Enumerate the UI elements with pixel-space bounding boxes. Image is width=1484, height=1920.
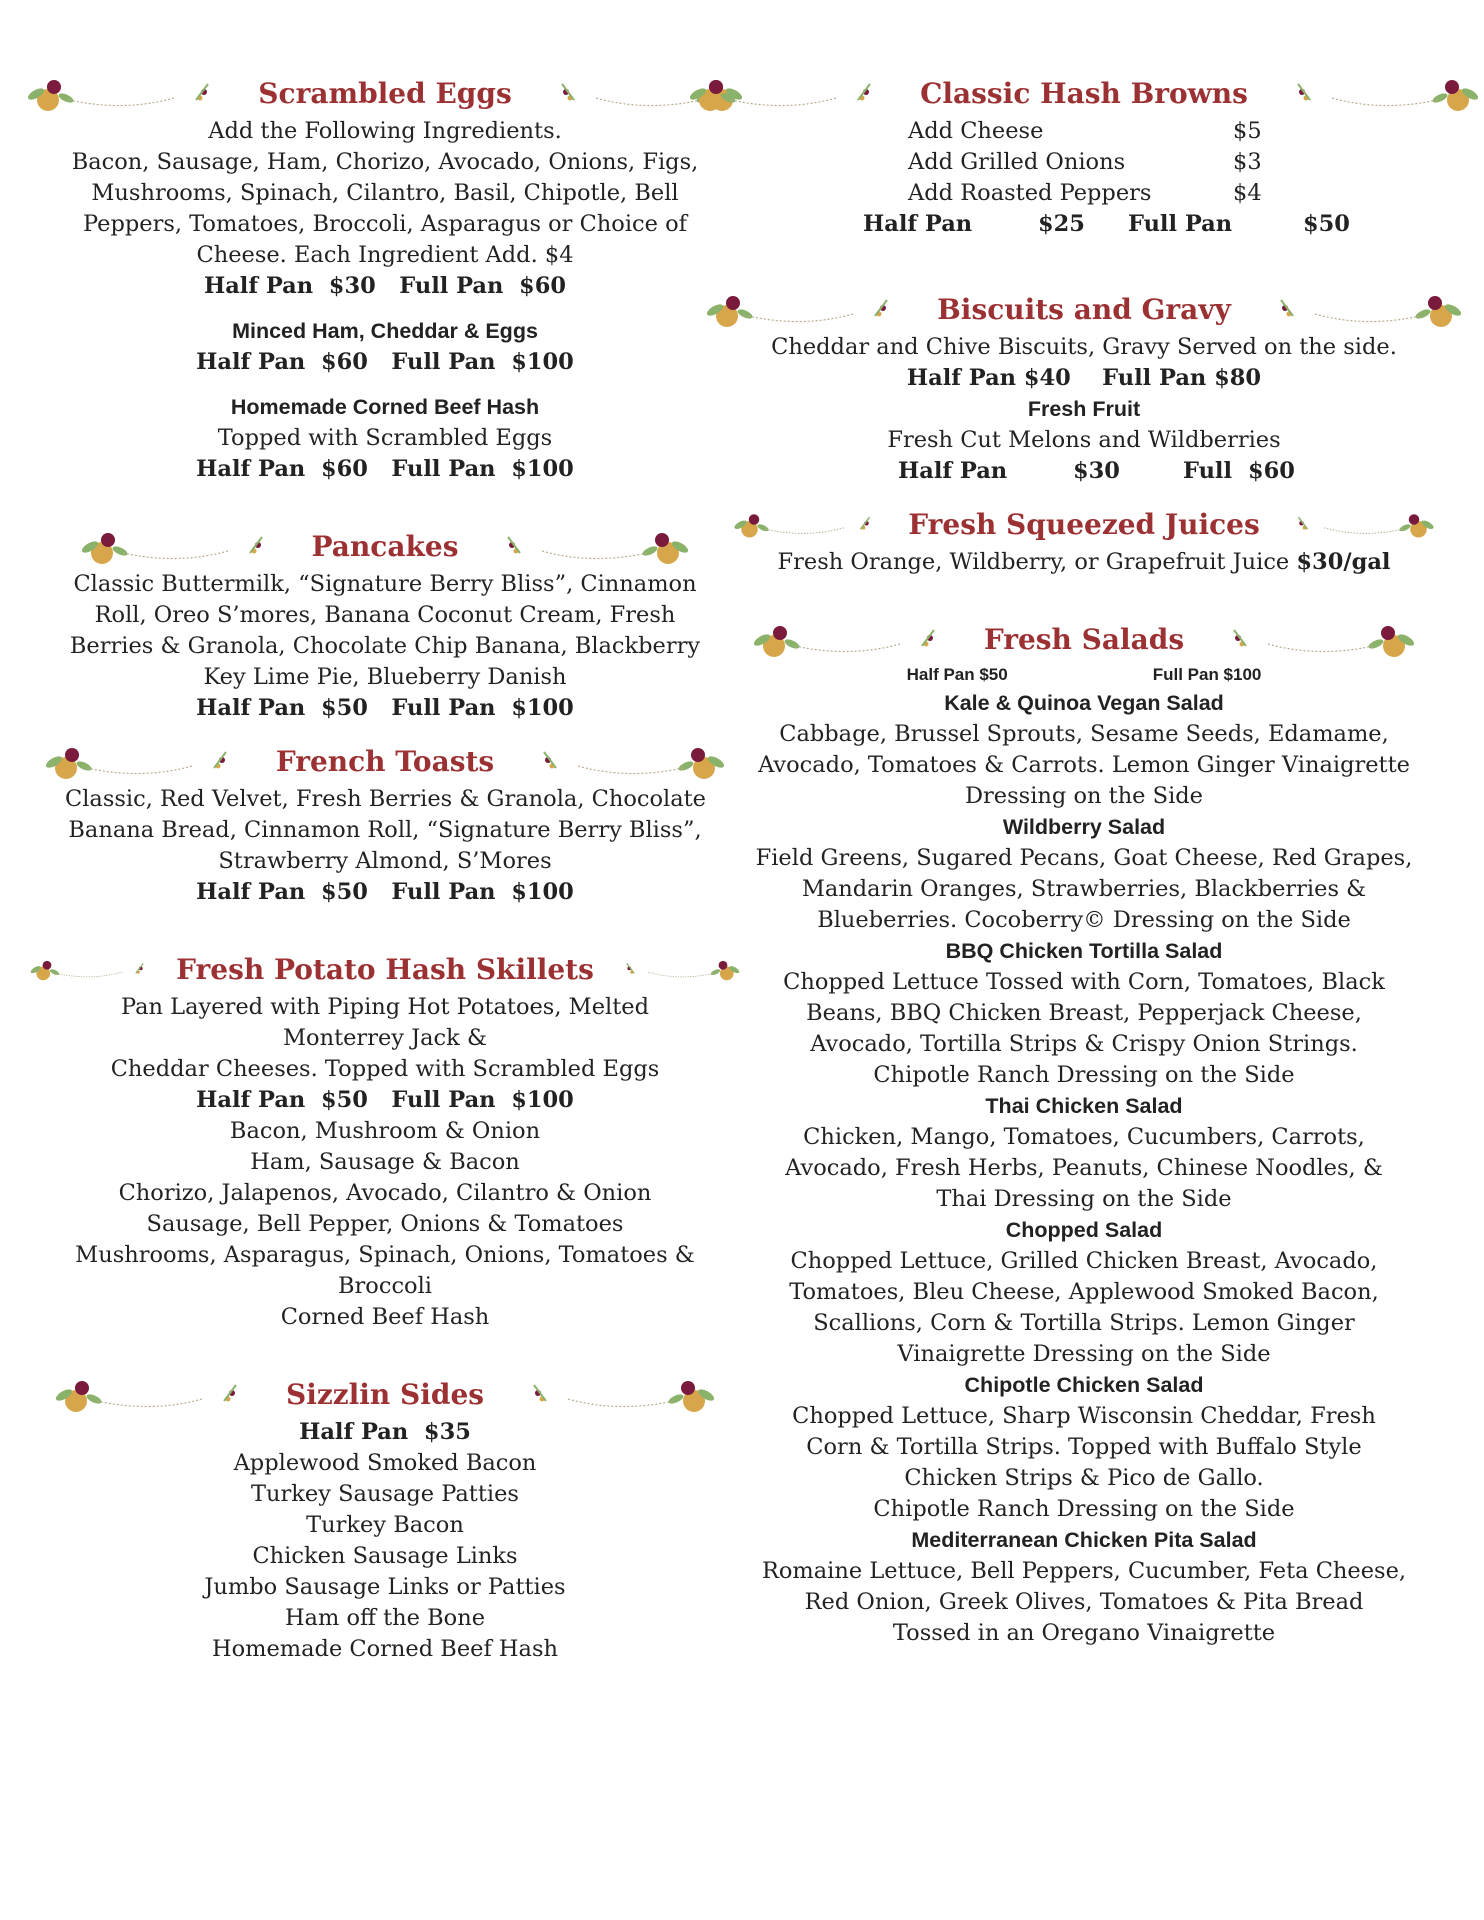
menu-text: Cheese. Each Ingredient Add. $4 [196,242,574,268]
addon-label: Add Grilled Onions [908,149,1126,175]
skillet-option: Sausage, Bell Pepper, Onions & Tomatoes [146,1211,624,1237]
menu-text: Strawberry Almond, S’Mores [218,848,552,874]
salad-desc: Chipotle Ranch Dressing on the Side [873,1496,1295,1522]
menu-text: Add the Following Ingredients. [208,118,562,144]
section-header-salads [748,616,1420,662]
hash-browns-addons [908,116,1262,209]
right-column [748,70,1420,1649]
side-item: Turkey Sausage Patties [251,1481,519,1507]
salad-desc: Tomatoes, Bleu Cheese, Applewood Smoked Bacon, [789,1279,1379,1305]
side-item: Applewood Smoked Bacon [233,1450,537,1476]
price-label: Half Pan [898,458,1008,484]
addon-price: $5 [1233,118,1262,144]
item-title: Fresh Fruit [1027,397,1141,421]
price-line: Half Pan $50 Full Pan $100 [196,1087,574,1113]
menu-text: Key Lime Pie, Blueberry Danish [203,664,567,690]
price-line: Half Pan $60 Full Pan $100 [196,456,574,482]
price-line: Half Pan $35 [299,1419,471,1445]
berry-ornament-left-icon [42,1371,282,1417]
addon-label: Add Roasted Peppers [908,180,1152,206]
salad-name: BBQ Chicken Tortilla Salad [945,939,1223,963]
berry-ornament-right-icon [498,738,738,784]
section-title: Scrambled Eggs [258,76,512,110]
price-value: Full Pan $100 [1152,665,1262,684]
menu-text: Cheddar Cheeses. Topped with Scrambled Eggs [110,1056,660,1082]
salad-desc: Beans, BBQ Chicken Breast, Pepperjack Cheese, [806,1000,1362,1026]
salad-desc: Romaine Lettuce, Bell Peppers, Cucumber, Feta Cheese, [761,1558,1407,1584]
price-line: Half Pan $60 Full Pan $100 [196,349,574,375]
skillet-option: Ham, Sausage & Bacon [250,1149,520,1175]
section-header-juices [748,501,1420,547]
berry-ornament-right-icon [1235,286,1475,332]
menu-text: Berries & Granola, Chocolate Chip Banana, Blackberry [69,633,701,659]
salad-desc: Chicken Strips & Pico de Gallo. [904,1465,1264,1491]
hash-browns-prices [863,209,1350,240]
section-title: Pancakes [311,529,459,563]
berry-ornament-left-icon [740,616,980,662]
salad-desc: Scallions, Corn & Tortilla Strips. Lemon Ginger [813,1310,1355,1336]
salad-desc: Chopped Lettuce, Sharp Wisconsin Cheddar, Fresh [792,1403,1376,1429]
menu-text: Mushrooms, Spinach, Cilantro, Basil, Chipotle, Bell [91,180,679,206]
addon-price: $3 [1233,149,1262,175]
menu-text: Topped with Scrambled Eggs [217,425,553,451]
price-line: Half Pan $30 Full Pan $60 [203,273,567,299]
salad-desc: Red Onion, Greek Olives, Tomatoes & Pita Bread [804,1589,1364,1615]
skillet-option: Mushrooms, Asparagus, Spinach, Onions, Tomatoes & [75,1242,695,1268]
price-value: $25 [1038,211,1085,237]
section-title: Fresh Squeezed Juices [908,507,1260,541]
side-item: Chicken Sausage Links [252,1543,518,1569]
addon-label: Add Cheese [908,118,1044,144]
salad-desc: Field Greens, Sugared Pecans, Goat Cheese, Red Grapes, [755,845,1413,871]
salad-desc: Avocado, Fresh Herbs, Peanuts, Chinese Noodles, & [785,1155,1383,1181]
menu-text: Banana Bread, Cinnamon Roll, “Signature Berry Bliss”, [68,817,702,843]
skillet-option: Corned Beef Hash [280,1304,490,1330]
salad-desc: Mandarin Oranges, Strawberries, Blackberries & [801,876,1367,902]
left-column [65,70,705,1665]
salad-desc: Chopped Lettuce, Grilled Chicken Breast, Avocado, [790,1248,1378,1274]
salad-desc: Vinaigrette Dressing on the Side [897,1341,1271,1367]
section-title: Sizzlin Sides [285,1377,485,1411]
price-label: Half Pan [863,211,973,237]
item-title: Minced Ham, Cheddar & Eggs [232,319,538,343]
section-header-scrambled-eggs [65,70,705,116]
salad-desc: Dressing on the Side [965,783,1203,809]
menu-text: Peppers, Tomatoes, Broccoli, Asparagus or Choice of [83,211,687,237]
berry-ornament-left-icon [22,946,172,992]
salad-desc: Cabbage, Brussel Sprouts, Sesame Seeds, Edamame, [779,721,1389,747]
berry-ornament-right-icon [462,523,702,569]
berry-ornament-right-icon [488,1371,728,1417]
section-header-sizzlin-sides [65,1371,705,1417]
price-value: Half Pan $50 [906,665,1008,684]
side-item: Turkey Bacon [306,1512,464,1538]
section-title: Biscuits and Gravy [937,292,1231,326]
salad-desc: Avocado, Tortilla Strips & Crispy Onion Strings. [810,1031,1358,1057]
menu-text: Classic Buttermilk, “Signature Berry Bliss”, Cinnamon [73,571,697,597]
section-header-biscuits [748,286,1420,332]
berry-ornament-left-icon [724,501,904,547]
menu-text: Fresh Cut Melons and Wildberries [887,427,1281,453]
skillet-option: Bacon, Mushroom & Onion [229,1118,541,1144]
salad-name: Thai Chicken Salad [985,1094,1183,1118]
price-label: Full Pan [1128,211,1233,237]
price-value: $30/gal [1296,549,1391,575]
addon-price: $4 [1233,180,1262,206]
side-item: Ham off the Bone [284,1605,486,1631]
salad-desc: Chipotle Ranch Dressing on the Side [873,1062,1295,1088]
berry-ornament-right-icon [598,946,748,992]
price-value: $30 [1073,458,1120,484]
menu-text: Roll, Oreo S’mores, Banana Coconut Cream, Fresh [94,602,676,628]
salad-desc: Chicken, Mango, Tomatoes, Cucumbers, Carrots, [803,1124,1365,1150]
salad-name: Kale & Quinoa Vegan Salad [944,691,1224,715]
price-label: Full [1183,458,1233,484]
section-title: French Toasts [275,744,495,778]
berry-ornament-right-icon [1264,501,1444,547]
section-header-hash-browns [748,70,1420,116]
menu-text: Pan Layered with Piping Hot Potatoes, Melted [121,994,649,1020]
berry-ornament-left-icon [14,70,254,116]
salad-desc: Corn & Tortilla Strips. Topped with Buffalo Style [806,1434,1362,1460]
side-item: Jumbo Sausage Links or Patties [204,1574,566,1600]
salad-desc: Avocado, Tomatoes & Carrots. Lemon Ginger Vinaigrette [758,752,1410,778]
price-value: $60 [1248,458,1295,484]
salad-desc: Thai Dressing on the Side [936,1186,1232,1212]
price-line: Half Pan $50 Full Pan $100 [196,695,574,721]
section-title: Classic Hash Browns [920,76,1248,110]
salad-name: Wildberry Salad [1002,815,1166,839]
salad-name: Mediterranean Chicken Pita Salad [911,1528,1257,1552]
price-line: Half Pan $50 Full Pan $100 [196,879,574,905]
menu-text: Classic, Red Velvet, Fresh Berries & Granola, Chocolate [65,786,706,812]
skillet-option: Broccoli [338,1273,432,1299]
salad-desc: Blueberries. Cocoberry© Dressing on the Side [817,907,1351,933]
menu-text: Cheddar and Chive Biscuits, Gravy Served on the side. [771,334,1397,360]
menu-text: Monterrey Jack & [283,1025,487,1051]
berry-ornament-left-icon [32,738,272,784]
section-header-french-toasts [65,738,705,784]
salad-name: Chopped Salad [1005,1218,1163,1242]
berry-ornament-left-icon [676,70,916,116]
price-line: Half Pan $40 Full Pan $80 [906,365,1262,391]
fruit-prices [898,456,1295,487]
menu-text: Fresh Orange, Wildberry, or Grapefruit Juice [777,549,1290,575]
berry-ornament-left-icon [68,523,308,569]
item-title: Homemade Corned Beef Hash [230,395,540,419]
juice-line [748,547,1420,578]
section-title: Fresh Salads [983,622,1185,656]
berry-ornament-left-icon [693,286,933,332]
price-value: $50 [1303,211,1350,237]
skillet-option: Chorizo, Jalapenos, Avocado, Cilantro & Onion [118,1180,652,1206]
salad-desc: Chopped Lettuce Tossed with Corn, Tomatoes, Black [783,969,1385,995]
berry-ornament-right-icon [1188,616,1428,662]
section-title: Fresh Potato Hash Skillets [176,952,594,986]
salad-desc: Tossed in an Oregano Vinaigrette [892,1620,1276,1646]
salad-prices [748,662,1420,688]
side-item: Homemade Corned Beef Hash [211,1636,559,1662]
menu-text: Bacon, Sausage, Ham, Chorizo, Avocado, Onions, Figs, [71,149,699,175]
berry-ornament-right-icon [1252,70,1484,116]
section-header-pancakes [65,523,705,569]
section-header-skillets [65,946,705,992]
salad-name: Chipotle Chicken Salad [964,1373,1204,1397]
